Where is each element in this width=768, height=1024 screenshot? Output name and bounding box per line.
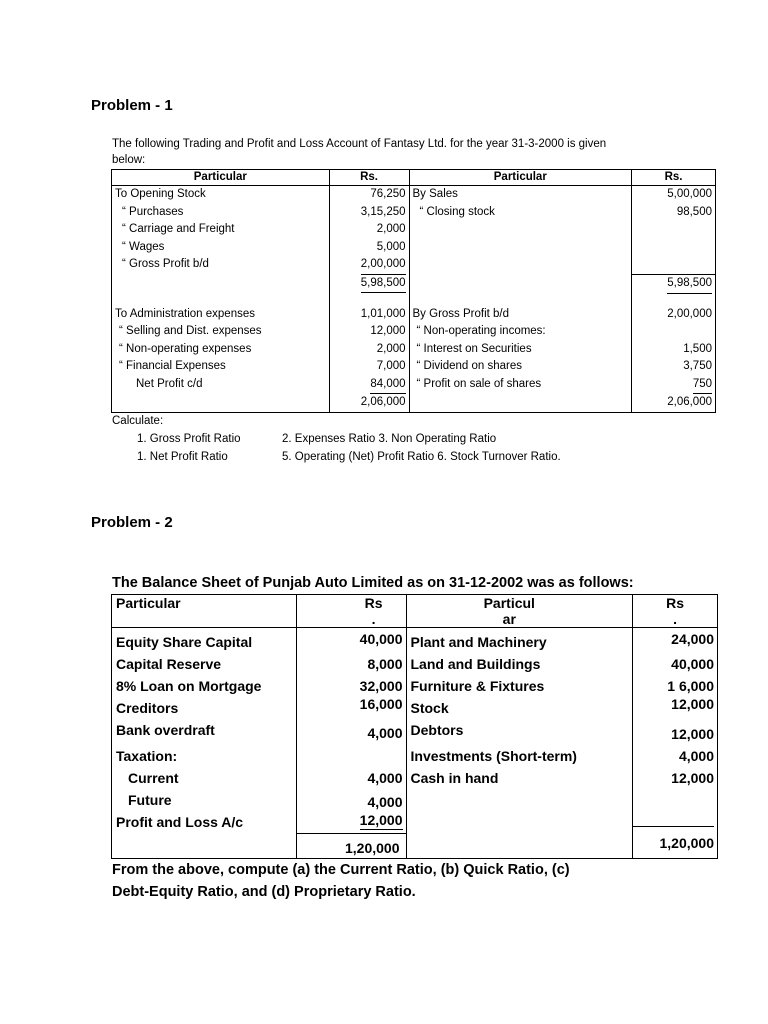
- header-rs-right-line-1: Rs: [666, 595, 684, 611]
- table-row: [112, 719, 718, 745]
- trading-left-amount: 2,00,000: [361, 256, 406, 275]
- trading-left-label: “ Wages: [112, 239, 330, 257]
- pl-right-amount: 750: [693, 376, 712, 395]
- question-line-1: From the above, compute (a) the Current Ratio, (b) Quick Ratio, (c): [112, 862, 570, 878]
- liability-label: Capital Reserve: [112, 653, 297, 675]
- liability-amount: 8,000: [296, 653, 406, 675]
- trading-left-amount: 5,000: [329, 239, 409, 257]
- table-row: [112, 341, 716, 359]
- table-row: [112, 186, 716, 204]
- pl-left-amount: 7,000: [329, 358, 409, 376]
- pl-left-amount: 84,000: [370, 376, 405, 395]
- table-row: [112, 275, 716, 294]
- total-left: 1,20,000: [296, 833, 406, 858]
- balance-sheet-title: The Balance Sheet of Punjab Auto Limited as on 31-12-2002 was as follows:: [112, 575, 634, 591]
- calc-line-2-a: 1. Net Profit Ratio: [137, 451, 228, 463]
- liability-amount: 40,000: [296, 628, 406, 654]
- pl-left-amount: 12,000: [329, 323, 409, 341]
- header-rs-left-line-2: .: [371, 611, 376, 627]
- trading-right-amount: 98,500: [632, 204, 716, 222]
- pl-left-amount: 2,000: [329, 341, 409, 359]
- trading-total-right: 5,98,500: [667, 275, 712, 294]
- table-row: [112, 833, 718, 858]
- calc-line-1-a: 1. Gross Profit Ratio: [137, 433, 241, 445]
- asset-label: Furniture & Fixtures: [406, 675, 633, 697]
- table-row: [112, 256, 716, 275]
- header-rs-left: Rs.: [329, 170, 409, 186]
- table-row: [112, 306, 716, 324]
- liability-label: Profit and Loss A/c: [112, 811, 297, 833]
- header-rs-right-line-2: .: [673, 611, 677, 627]
- asset-amount: 24,000: [633, 628, 718, 654]
- header-rs-right: Rs.: [632, 170, 716, 186]
- trading-right-label: “ Closing stock: [409, 204, 632, 222]
- liability-amount: 4,000: [296, 789, 406, 811]
- trading-left-label: To Opening Stock: [112, 186, 330, 204]
- asset-amount: 12,000: [633, 767, 718, 789]
- asset-subtotal-line: [633, 826, 714, 827]
- header-particular-left: Particular: [112, 170, 330, 186]
- pl-right-amount: [632, 323, 716, 341]
- asset-amount: 12,000: [633, 697, 718, 719]
- pl-left-amount: 1,01,000: [329, 306, 409, 324]
- pl-left-label: “ Selling and Dist. expenses: [112, 323, 330, 341]
- liability-label: Current: [112, 767, 297, 789]
- problem-2-heading: Problem - 2: [91, 514, 173, 531]
- header-particular-right: [406, 595, 633, 628]
- table-row: [112, 653, 718, 675]
- liability-label: Future: [112, 789, 297, 811]
- asset-amount: 4,000: [633, 745, 718, 767]
- pl-right-label: “ Dividend on shares: [409, 358, 632, 376]
- table-row: [112, 789, 718, 811]
- pl-left-label: To Administration expenses: [112, 306, 330, 324]
- header-particular-right: Particular: [409, 170, 632, 186]
- liability-amount: 4,000: [296, 767, 406, 789]
- pl-total-left: 2,06,000: [329, 394, 409, 412]
- trading-left-label: “ Gross Profit b/d: [112, 256, 330, 275]
- table-row: [112, 239, 716, 257]
- balance-sheet-table: [111, 594, 718, 859]
- table-row: [112, 811, 718, 833]
- problem-1-intro-line-2: below:: [112, 154, 146, 166]
- liability-amount: 12,000: [359, 812, 403, 828]
- question-line-2: Debt-Equity Ratio, and (d) Proprietary Ratio.: [112, 884, 416, 900]
- table-row: [112, 323, 716, 341]
- asset-label: Land and Buildings: [406, 653, 633, 675]
- spacer-row: [112, 294, 716, 306]
- table-row: [112, 675, 718, 697]
- table-row: [112, 376, 716, 395]
- header-rs-left-line-1: Rs: [364, 595, 383, 611]
- pl-right-label: “ Interest on Securities: [409, 341, 632, 359]
- problem-1-intro-line-1: The following Trading and Profit and Loss Account of Fantasy Ltd. for the year 31-3-2000 is given: [112, 138, 607, 150]
- trading-left-amount: 3,15,250: [329, 204, 409, 222]
- header-rs-right: [633, 595, 718, 628]
- table-row: [112, 394, 716, 412]
- pl-right-label: “ Non-operating incomes:: [409, 323, 632, 341]
- pl-right-label: “ Profit on sale of shares: [409, 376, 632, 395]
- calc-line-1-b: 2. Expenses Ratio 3. Non Operating Ratio: [282, 433, 497, 445]
- pl-right-amount: 1,500: [632, 341, 716, 359]
- table-row: [112, 697, 718, 719]
- liability-label: 8% Loan on Mortgage: [112, 675, 297, 697]
- liability-label: Bank overdraft: [112, 719, 297, 745]
- liability-amount: 4,000: [296, 719, 406, 745]
- asset-label: Cash in hand: [406, 767, 633, 789]
- header-particular-left: Particular: [112, 595, 297, 628]
- header-particular-right-line-2: ar: [502, 611, 516, 627]
- pl-left-label: “ Financial Expenses: [112, 358, 330, 376]
- table-header-row: [112, 170, 716, 186]
- problem-1-heading: Problem - 1: [91, 97, 173, 114]
- liability-label: Taxation:: [112, 745, 297, 767]
- calc-line-2-b: 5. Operating (Net) Profit Ratio 6. Stock Turnover Ratio.: [282, 451, 561, 463]
- total-right: 1,20,000: [633, 833, 718, 858]
- trading-right-label: By Sales: [409, 186, 632, 204]
- trading-pl-account-table: [111, 169, 716, 413]
- pl-right-amount: 3,750: [632, 358, 716, 376]
- table-row: [112, 221, 716, 239]
- trading-left-amount: 76,250: [329, 186, 409, 204]
- calculate-label: Calculate:: [112, 415, 164, 427]
- asset-label: Debtors: [406, 719, 633, 745]
- asset-label: Plant and Machinery: [406, 628, 633, 654]
- table-row: [112, 628, 718, 654]
- table-header-row: [112, 595, 718, 628]
- asset-amount: 1 6,000: [633, 675, 718, 697]
- asset-amount: 40,000: [633, 653, 718, 675]
- trading-left-label: “ Purchases: [112, 204, 330, 222]
- liability-amount: 16,000: [296, 697, 406, 719]
- trading-right-amount: 5,00,000: [632, 186, 716, 204]
- table-row: [112, 358, 716, 376]
- pl-right-label: By Gross Profit b/d: [409, 306, 632, 324]
- pl-left-label: “ Non-operating expenses: [112, 341, 330, 359]
- trading-left-amount: 2,000: [329, 221, 409, 239]
- table-row: [112, 745, 718, 767]
- table-row: [112, 767, 718, 789]
- table-row: [112, 204, 716, 222]
- pl-right-amount: 2,00,000: [632, 306, 716, 324]
- pl-total-right: 2,06,000: [632, 394, 716, 412]
- liability-label: Equity Share Capital: [112, 628, 297, 654]
- pl-left-label: Net Profit c/d: [112, 376, 330, 395]
- liability-label: Creditors: [112, 697, 297, 719]
- asset-amount: 12,000: [633, 719, 718, 745]
- asset-label: Investments (Short-term): [406, 745, 633, 767]
- asset-label: Stock: [406, 697, 633, 719]
- header-particular-right-line-1: Particul: [483, 595, 535, 611]
- trading-total-left: 5,98,500: [361, 275, 406, 294]
- header-rs-left: [296, 595, 406, 628]
- trading-left-label: “ Carriage and Freight: [112, 221, 330, 239]
- liability-amount: 32,000: [296, 675, 406, 697]
